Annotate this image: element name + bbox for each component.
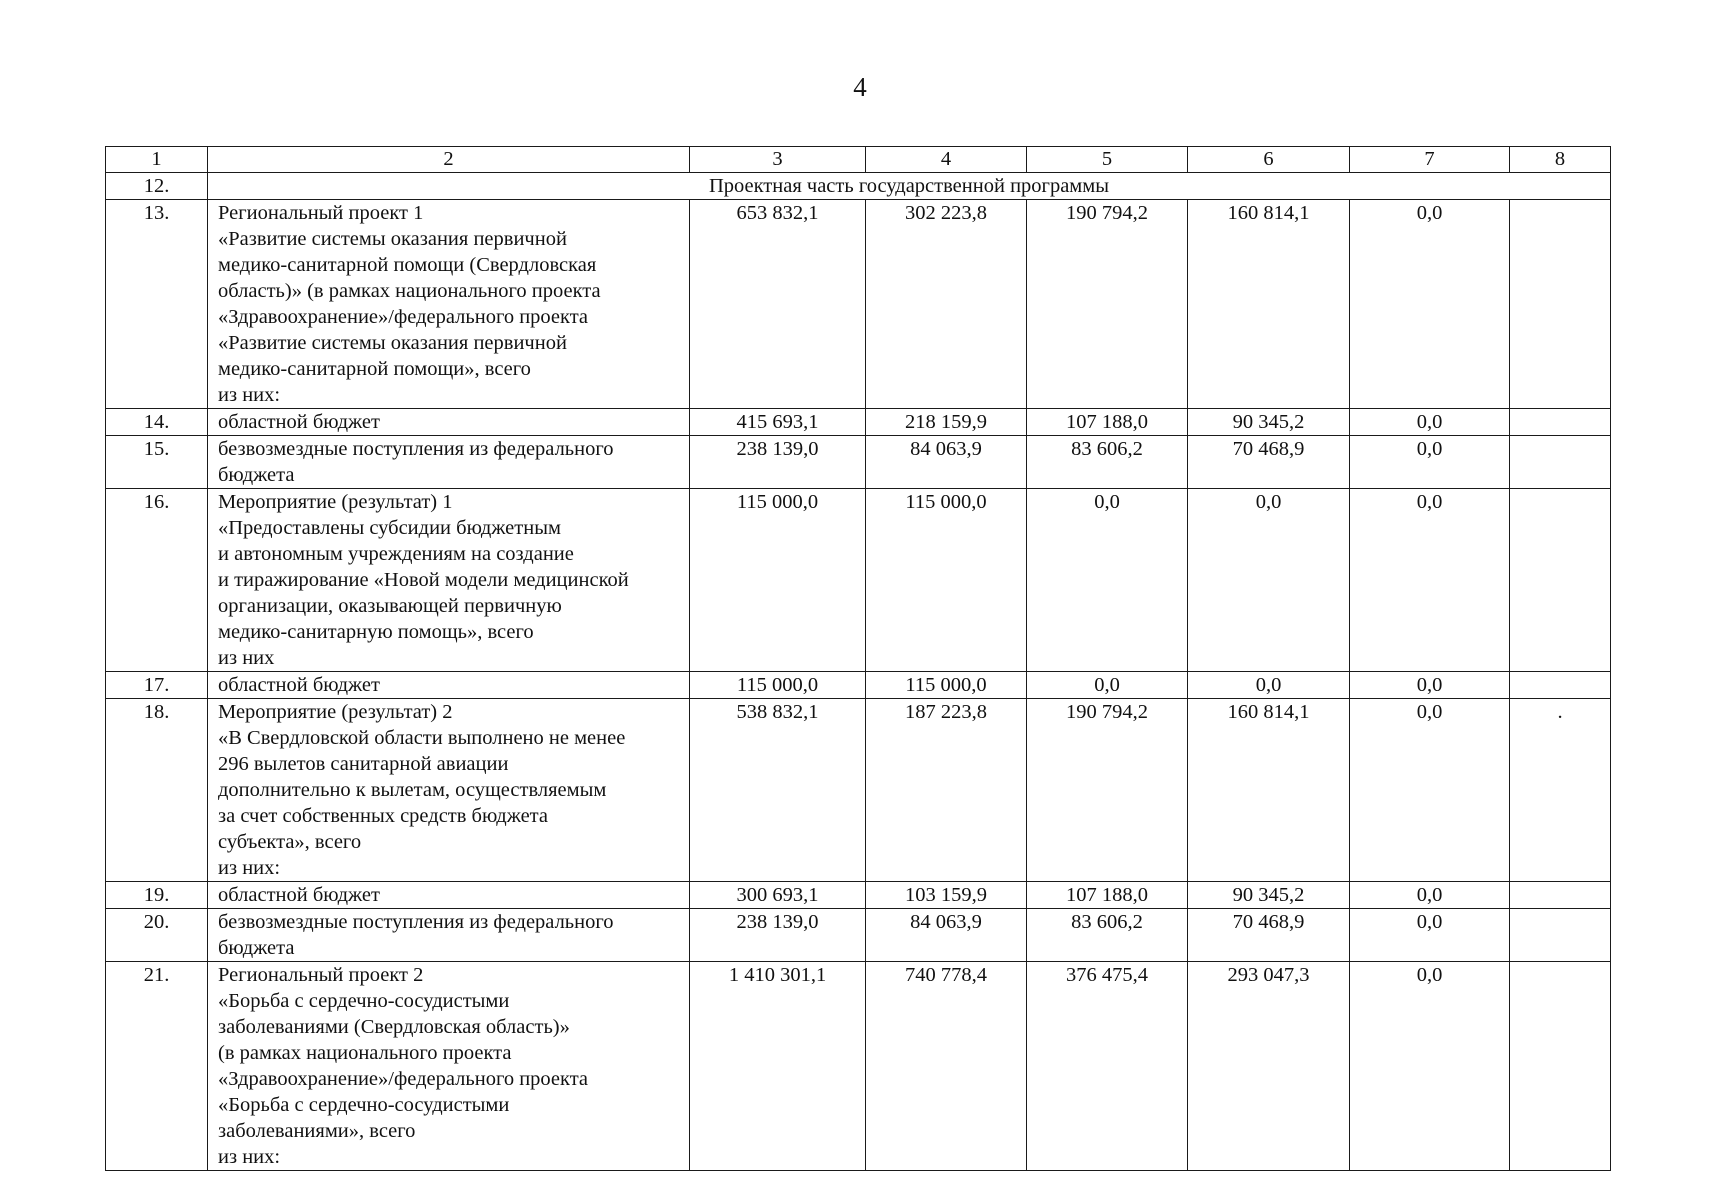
section-row [106,173,1611,200]
column-header: 4 [866,147,1027,173]
value-cell-col-8 [1510,200,1611,409]
row-description [208,200,690,409]
description-line: и тиражирование «Новой модели медицинской [218,569,629,591]
description-line: заболеваниями», всего [218,1120,416,1142]
page-number: 4 [853,72,867,102]
table-row [106,409,1611,436]
value-cell-col-7: 0,0 [1350,200,1510,409]
row-number: 15. [106,436,208,489]
table-row [106,962,1611,1171]
row-number: 17. [106,672,208,699]
value-cell-col-3: 653 832,1 [690,200,866,409]
row-description [208,699,690,882]
value-cell-col-4: 740 778,4 [866,962,1027,1171]
value-cell-col-3: 115 000,0 [690,672,866,699]
description-line: областной бюджет [218,674,380,696]
row-description [208,962,690,1171]
column-header: 1 [106,147,208,173]
description-line: Региональный проект 1 [218,202,424,224]
description-line: «Здравоохранение»/федерального проекта [218,1068,589,1090]
table-row [106,672,1611,699]
value-cell-col-6: 90 345,2 [1188,409,1350,436]
value-cell-col-7: 0,0 [1350,962,1510,1171]
value-cell-col-3: 538 832,1 [690,699,866,882]
value-cell-col-7: 0,0 [1350,909,1510,962]
description-line: безвозмездные поступления из федерального [218,911,614,933]
value-cell-col-5: 83 606,2 [1027,436,1188,489]
description-line: из них [218,647,275,669]
value-cell-col-8 [1510,882,1611,909]
description-line: заболеваниями (Свердловская область)» [218,1016,570,1038]
description-line: «Предоставлены субсидии бюджетным [218,517,561,539]
row-number: 13. [106,200,208,409]
value-cell-col-5: 376 475,4 [1027,962,1188,1171]
description-line: область)» (в рамках национального проекта [218,280,601,302]
column-header: 5 [1027,147,1188,173]
value-cell-col-8: . [1510,699,1611,882]
value-cell-col-7: 0,0 [1350,489,1510,672]
description-line: «Развитие системы оказания первичной [218,228,567,250]
table-row [106,200,1611,409]
row-description [208,436,690,489]
value-cell-col-6: 70 468,9 [1188,909,1350,962]
value-cell-col-8 [1510,409,1611,436]
table-row [106,909,1611,962]
table-row [106,882,1611,909]
value-cell-col-8 [1510,672,1611,699]
description-line: за счет собственных средств бюджета [218,805,548,827]
row-number: 14. [106,409,208,436]
description-line: областной бюджет [218,411,380,433]
row-description [208,489,690,672]
row-description [208,409,690,436]
table-header-row [106,147,1611,173]
row-number: 20. [106,909,208,962]
row-number: 19. [106,882,208,909]
value-cell-col-6: 0,0 [1188,489,1350,672]
value-cell-col-3: 238 139,0 [690,909,866,962]
value-cell-col-4: 84 063,9 [866,436,1027,489]
column-header: 8 [1510,147,1611,173]
value-cell-col-7: 0,0 [1350,409,1510,436]
description-line: «Здравоохранение»/федерального проекта [218,306,589,328]
value-cell-col-6: 0,0 [1188,672,1350,699]
column-header: 6 [1188,147,1350,173]
description-line: из них: [218,384,281,406]
column-header: 3 [690,147,866,173]
description-line: (в рамках национального проекта [218,1042,512,1064]
description-line: медико-санитарную помощь», всего [218,621,534,643]
value-cell-col-5: 190 794,2 [1027,200,1188,409]
value-cell-col-4: 302 223,8 [866,200,1027,409]
value-cell-col-7: 0,0 [1350,699,1510,882]
description-line: «Развитие системы оказания первичной [218,332,567,354]
description-line: медико-санитарной помощи», всего [218,358,531,380]
description-line: бюджета [218,937,295,959]
value-cell-col-6: 90 345,2 [1188,882,1350,909]
description-line: «В Свердловской области выполнено не менее [218,727,626,749]
value-cell-col-8 [1510,436,1611,489]
value-cell-col-8 [1510,909,1611,962]
row-description [208,672,690,699]
description-line: Мероприятие (результат) 2 [218,701,453,723]
description-line: медико-санитарной помощи (Свердловская [218,254,597,276]
value-cell-col-8 [1510,962,1611,1171]
description-line: «Борьба с сердечно-сосудистыми [218,1094,510,1116]
description-line: и автономным учреждениям на создание [218,543,574,565]
value-cell-col-3: 115 000,0 [690,489,866,672]
value-cell-col-5: 107 188,0 [1027,409,1188,436]
description-line: бюджета [218,464,295,486]
description-line: Мероприятие (результат) 1 [218,491,453,513]
value-cell-col-6: 70 468,9 [1188,436,1350,489]
description-line: безвозмездные поступления из федерального [218,438,614,460]
row-description [208,909,690,962]
row-number: 18. [106,699,208,882]
description-line: 296 вылетов санитарной авиации [218,753,509,775]
row-number: 16. [106,489,208,672]
value-cell-col-8 [1510,489,1611,672]
column-header: 7 [1350,147,1510,173]
value-cell-col-7: 0,0 [1350,882,1510,909]
value-cell-col-5: 107 188,0 [1027,882,1188,909]
value-cell-col-4: 84 063,9 [866,909,1027,962]
value-cell-col-3: 300 693,1 [690,882,866,909]
description-line: дополнительно к вылетам, осуществляемым [218,779,607,801]
value-cell-col-7: 0,0 [1350,672,1510,699]
section-title: Проектная часть государственной программы [208,173,1611,200]
description-line: субъекта», всего [218,831,362,853]
value-cell-col-3: 415 693,1 [690,409,866,436]
description-line: из них: [218,1146,281,1168]
table-body [106,147,1611,1171]
budget-table [105,146,1611,1171]
value-cell-col-6: 160 814,1 [1188,699,1350,882]
value-cell-col-5: 0,0 [1027,672,1188,699]
row-number: 12. [106,173,208,200]
description-line: из них: [218,857,281,879]
description-line: организации, оказывающей первичную [218,595,562,617]
value-cell-col-4: 103 159,9 [866,882,1027,909]
value-cell-col-4: 218 159,9 [866,409,1027,436]
row-description [208,882,690,909]
value-cell-col-5: 0,0 [1027,489,1188,672]
value-cell-col-6: 293 047,3 [1188,962,1350,1171]
value-cell-col-6: 160 814,1 [1188,200,1350,409]
description-line: областной бюджет [218,884,380,906]
description-line: Региональный проект 2 [218,964,424,986]
value-cell-col-7: 0,0 [1350,436,1510,489]
value-cell-col-3: 1 410 301,1 [690,962,866,1171]
description-line: «Борьба с сердечно-сосудистыми [218,990,510,1012]
value-cell-col-3: 238 139,0 [690,436,866,489]
value-cell-col-4: 115 000,0 [866,672,1027,699]
table-row [106,699,1611,882]
value-cell-col-4: 187 223,8 [866,699,1027,882]
table-row [106,489,1611,672]
value-cell-col-4: 115 000,0 [866,489,1027,672]
value-cell-col-5: 190 794,2 [1027,699,1188,882]
table-row [106,436,1611,489]
column-header: 2 [208,147,690,173]
row-number: 21. [106,962,208,1171]
value-cell-col-5: 83 606,2 [1027,909,1188,962]
